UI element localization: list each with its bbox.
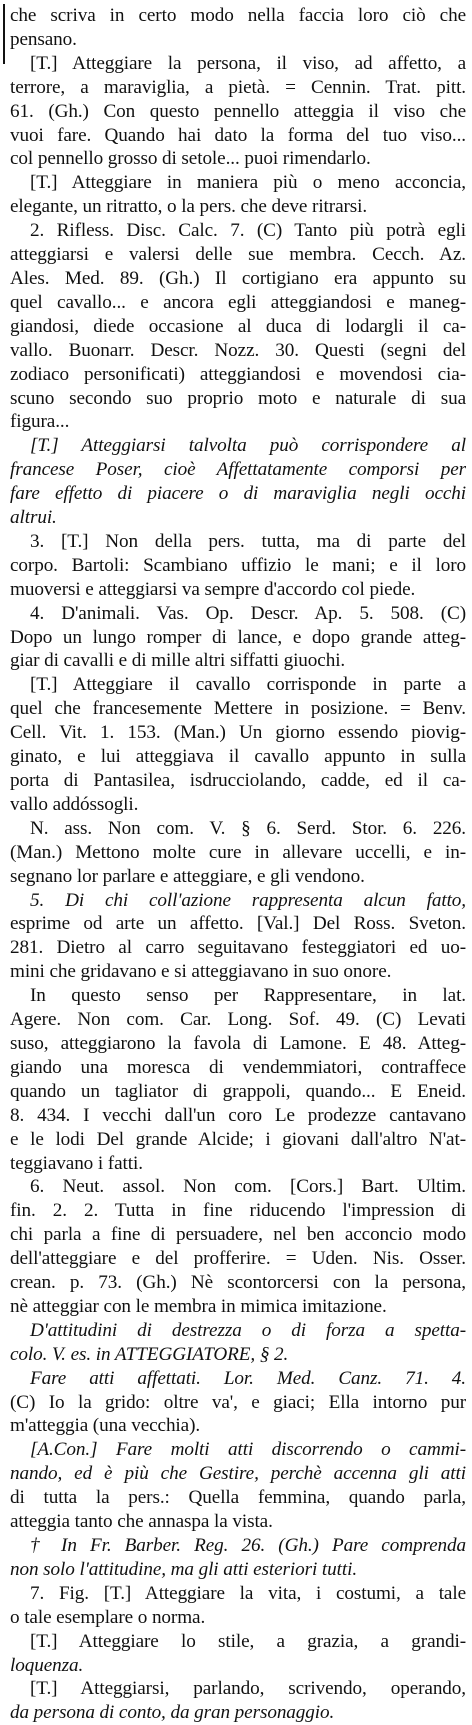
text-line: suso, atteggiarono la favola di Lamone. E 48. Atteg- — [10, 1032, 466, 1054]
text-line: quel che francesemente Mettere in posizione. = Benv. — [10, 698, 466, 720]
text-line: scuno secondo suo proprio moto e naturale di sua — [10, 387, 466, 409]
column-rule — [3, 4, 5, 64]
text-line: elegante, un ritratto, o la pers. che deve ritrarsi. — [10, 196, 368, 218]
text-line: Agere. Non com. Car. Long. Sof. 49. (C) Levati — [10, 1009, 466, 1031]
text-line: colo. V. es. in ATTEGGIATORE, § 2. — [10, 1343, 289, 1365]
text-line: ginato, e lui atteggiava il cavallo appunto in sulla — [10, 746, 466, 768]
text-line: loquenza. — [10, 1654, 84, 1676]
text-line: atteggia tanto che annaspa la vista. — [10, 1511, 273, 1533]
text-line: figura... — [10, 411, 70, 433]
text-line: nè atteggiar con le membra in mimica imitazione. — [10, 1295, 387, 1317]
text-line: Fare atti affettati. Lor. Med. Canz. 71. 4. — [30, 1367, 466, 1389]
sense-5-heading: 5. Di chi coll'azione rappresenta alcun fatto, — [30, 889, 466, 911]
text-line: 281. Dietro al carro seguitavano festeggiatori ed uo- — [10, 937, 466, 959]
text-line: muoversi e atteggiarsi va sempre d'accordo col piede. — [10, 578, 416, 600]
text-line: da persona di conto, da gran personaggio. — [10, 1702, 335, 1724]
text-line: D'attitudini di destrezza o di forza a spetta- — [30, 1319, 466, 1341]
text-line: dell'atteggiare e del profferire. = Uden. Nis. Osser. — [10, 1248, 466, 1270]
text-line: m'atteggia (una vecchia). — [10, 1415, 201, 1437]
text-line: [A.Con.] Fare molti atti discorrendo o cammi- — [30, 1439, 466, 1461]
text-line: corpo. Bartoli: Scambiano uffizio le mani; e il loro — [10, 554, 466, 576]
text-line: In questo senso per Rappresentare, in lat. — [30, 985, 466, 1007]
text-line: Dopo un lungo romper di lance, e dopo grande atteg- — [10, 626, 466, 648]
text-line: francese Poser, cioè Affettatamente comporsi per — [10, 459, 466, 481]
text-line: [T.] Atteggiare la persona, il viso, ad affetto, a — [30, 52, 466, 74]
text-line: atteggiarsi e valersi delle sue membra. Cecch. Az. — [10, 244, 466, 266]
text-line: [T.] Atteggiare il cavallo corrisponde in parte a — [30, 674, 466, 696]
text-line: giandosi, diede occasione al duca di lodargli il ca- — [10, 315, 466, 337]
text-line: crean. p. 73. (Gh.) Nè scontorcersi con la persona, — [10, 1272, 466, 1294]
text-line: vuoi fare. Quando hai dato la forma del tuo viso... — [10, 124, 466, 146]
text-line: 8. 434. I vecchi dall'un coro Le prodezze cantavano — [10, 1104, 466, 1126]
text-line: (C) Io la grido: oltre va', e giaci; Ella intorno pur — [10, 1391, 466, 1413]
text-line: non solo l'attitudine, ma gli atti esteriori tutti. — [10, 1558, 358, 1580]
text-line: e le lodi Del grande Alcide; i giovani dall'altro N'at- — [10, 1128, 466, 1150]
text-line: esprime od arte un affetto. [Val.] Del Ross. Sveton. — [10, 913, 466, 935]
text-line: vallo addóssogli. — [10, 793, 139, 815]
text-line: o tale esemplare o norma. — [10, 1606, 206, 1628]
text-line: segnano lor parlare e atteggiare, e gli vendono. — [10, 865, 365, 887]
text-line: [T.] Atteggiarsi talvolta può corrispondere al — [30, 435, 466, 457]
text-line: fare effetto di piacere o di maraviglia negli occhi — [10, 483, 466, 505]
text-line: [T.] Atteggiare in maniera più o meno acconcia, — [30, 172, 466, 194]
text-line: † In Fr. Barber. Reg. 26. (Gh.) Pare comprenda — [30, 1535, 466, 1556]
text-line: mini che gridavano e si atteggiavano in suo onore. — [10, 961, 392, 983]
text-line: nando, ed è più che Gestire, perchè accenna gli atti — [10, 1463, 466, 1485]
text-line: (Man.) Mettono molte cure in allevare uccelli, e in- — [10, 841, 466, 863]
text-line: [T.] Atteggiarsi, parlando, scrivendo, operando, — [30, 1678, 466, 1700]
text-line: terrore, a maraviglia, a pietà. = Cennin. Trat. pitt. — [10, 76, 466, 98]
sense-2-heading: 2. Rifless. Disc. Calc. 7. (C) Tanto più potrà egli — [30, 220, 466, 242]
text-line: Ales. Med. 89. (Gh.) Il cortigiano era appunto su — [10, 267, 466, 289]
text-line: pensano. — [10, 28, 77, 50]
text-line: teggiavano i fatti. — [10, 1152, 143, 1174]
text-line: 61. (Gh.) Con questo pennello atteggia il viso che — [10, 100, 466, 122]
text-line: giar di cavalli e di mille altri siffatti giuochi. — [10, 650, 346, 672]
sense-3-heading: 3. [T.] Non della pers. tutta, ma di parte del — [30, 530, 466, 552]
text-line: giando una moresca di vendemmiatori, contraffece — [10, 1056, 466, 1078]
text-line: di tutta la pers.: Quella femmina, quando parla, — [10, 1487, 466, 1509]
text-line: quando un tagliator di grappoli, quando... E Eneid. — [10, 1080, 466, 1102]
text-line: col pennello grosso di setole... puoi rimendarlo. — [10, 148, 371, 170]
sense-4-heading: 4. D'animali. Vas. Op. Descr. Ap. 5. 508. (C) — [30, 602, 466, 624]
text-line: zodiaco personificati) atteggiandosi e movendosi cia- — [10, 363, 466, 385]
text-line: altrui. — [10, 507, 57, 529]
text-line: N. ass. Non com. V. § 6. Serd. Stor. 6. 226. — [30, 817, 466, 839]
text-line: vallo. Buonarr. Descr. Nozz. 30. Questi (segni del — [10, 339, 466, 361]
sense-6-heading: 6. Neut. assol. Non com. [Cors.] Bart. Ultim. — [30, 1176, 466, 1198]
text-line: che scriva in certo modo nella faccia loro ciò che — [10, 5, 466, 26]
text-line: fin. 2. 2. Tutta in fine riducendo l'impression di — [10, 1200, 466, 1222]
text-line: Cell. Vit. 1. 153. (Man.) Un giorno essendo piovig- — [10, 722, 466, 744]
text-line: [T.] Atteggiare lo stile, a grazia, a grandi- — [30, 1630, 466, 1652]
text-line: porta di Pantasilea, isdrucciolando, cadde, ed il ca- — [10, 770, 466, 791]
text-line: quel cavallo... e ancora egli atteggiandosi e maneg- — [10, 291, 466, 313]
text-line: chi parla a fine di persuadere, nel ben acconcio modo — [10, 1224, 466, 1246]
sense-7-heading: 7. Fig. [T.] Atteggiare la vita, i costumi, a tale — [30, 1582, 466, 1604]
